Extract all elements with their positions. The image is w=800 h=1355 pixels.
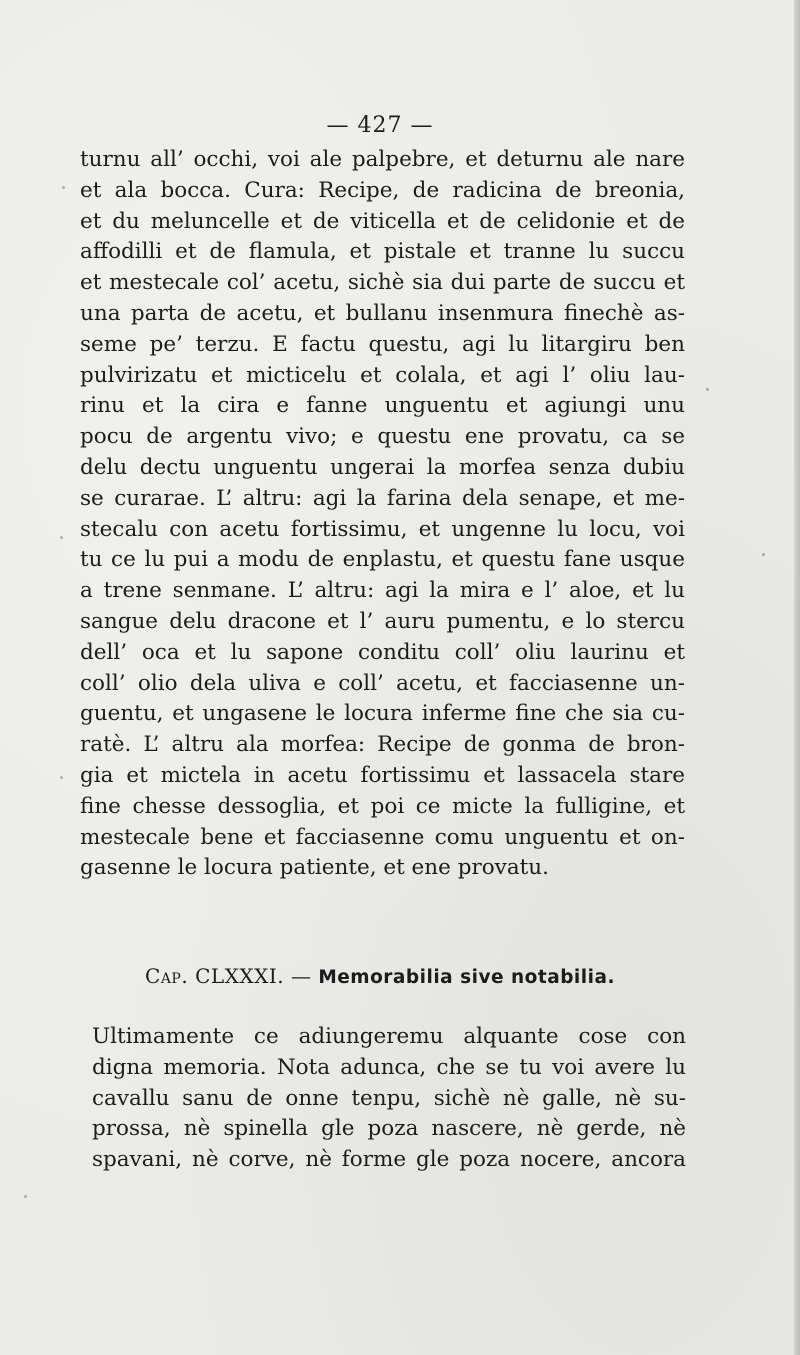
text-line: sangue delu dracone et l’ auru pumentu, e lo stercu	[80, 608, 685, 634]
text-line: tu ce lu pui a modu de enplastu, et questu fane usque	[80, 547, 685, 573]
page-edge	[794, 0, 800, 1355]
text-line: stecalu con acetu fortissimu, et ungenne lu locu, voi	[80, 516, 685, 542]
text-line: et ala bocca. Cura: Recipe, de radicina de breonia,	[80, 177, 685, 203]
text-line: mestecale bene et facciasenne comu unguentu et on-	[80, 824, 685, 850]
text-line: turnu all’ occhi, voi ale palpebre, et deturnu ale nare	[80, 147, 685, 172]
page-number: — 427 —	[326, 113, 434, 138]
text-line: dell’ oca et lu sapone conditu coll’ oliu laurinu et	[80, 639, 685, 665]
text-line: et mestecale col’ acetu, sichè sia dui parte de succu et	[80, 270, 685, 296]
paragraph-memorabilia	[92, 1022, 686, 1176]
text-line: et du meluncelle et de viticella et de celidonie et de	[80, 208, 685, 234]
text-line: gasenne le locura patiente, et ene provatu.	[80, 855, 549, 881]
paper-speck	[62, 186, 65, 189]
text-line: prossa, nè spinella gle poza nascere, nè gerde, nè	[92, 1116, 686, 1142]
text-line: una parta de acetu, et bullanu insenmura finechè as-	[80, 300, 685, 326]
paper-speck	[24, 1195, 27, 1198]
paper-speck	[60, 776, 63, 779]
text-line: spavani, nè corve, nè forme gle poza nocere, ancora	[92, 1147, 686, 1173]
chapter-title: Memorabilia sive notabilia.	[318, 967, 615, 988]
text-line: coll’ olio dela uliva e coll’ acetu, et facciasenne un-	[80, 670, 685, 696]
text-line: pocu de argentu vivo; e questu ene provatu, ca se	[80, 424, 685, 450]
text-line: digna memoria. Nota adunca, che se tu voi avere lu	[92, 1054, 686, 1080]
text-line: se curarae. L’ altru: agi la farina dela senape, et me-	[80, 485, 685, 511]
paragraph-remedies	[80, 145, 685, 884]
text-line: fine chesse dessoglia, et poi ce micte la fulligine, et	[80, 793, 685, 819]
text-line: seme pe’ terzu. E factu questu, agi lu litargiru ben	[80, 331, 685, 357]
text-line: gia et mictela in acetu fortissimu et lassacela stare	[80, 762, 685, 788]
text-line: a trene senmane. L’ altru: agi la mira e l’ aloe, et lu	[80, 578, 685, 604]
chapter-heading	[0, 964, 760, 988]
paper-speck	[762, 553, 765, 556]
paper-speck	[60, 536, 63, 539]
text-line: ratè. L’ altru ala morfea: Recipe de gonma de bron-	[80, 732, 685, 758]
text-line: delu dectu unguentu ungerai la morfea senza dubiu	[80, 454, 685, 480]
text-line: rinu et la cira e fanne unguentu et agiungi unu	[80, 393, 685, 419]
text-line: pulvirizatu et micticelu et colala, et agi l’ oliu lau-	[80, 362, 685, 388]
text-line: affodilli et de flamula, et pistale et tranne lu succu	[80, 239, 685, 265]
paper-speck	[706, 388, 709, 391]
chapter-number: Cap. CLXXXI. —	[145, 964, 312, 988]
text-line: guentu, et ungasene le locura inferme fine che sia cu-	[80, 701, 685, 727]
text-line: Ultimamente ce adiungeremu alquante cose con	[92, 1024, 686, 1049]
text-line: cavallu sanu de onne tenpu, sichè nè galle, nè su-	[92, 1085, 686, 1111]
